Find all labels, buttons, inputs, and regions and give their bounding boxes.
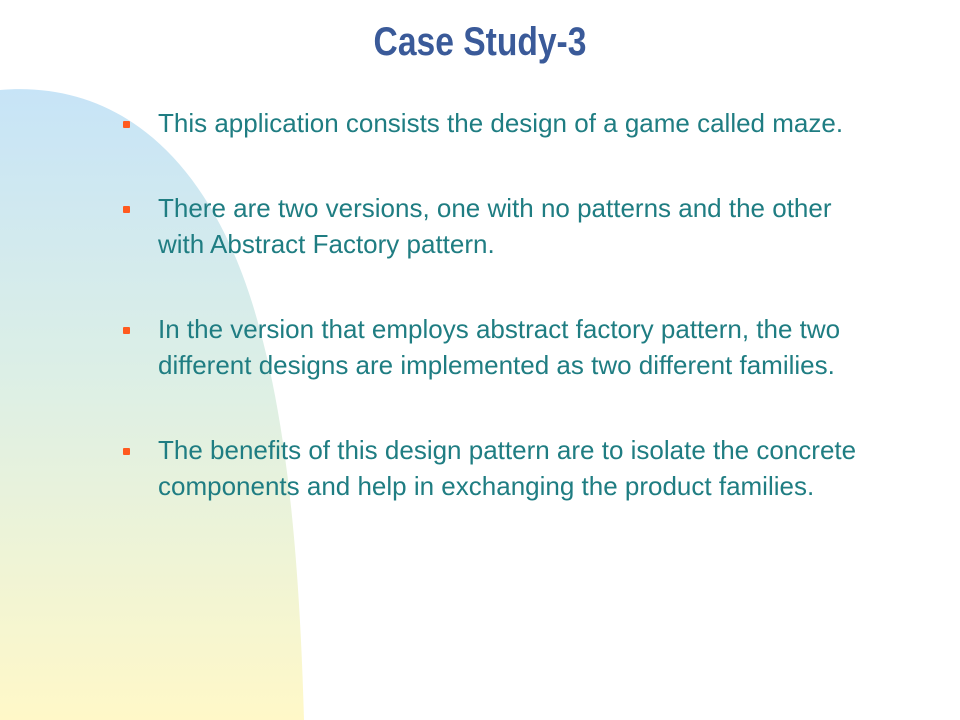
bullet-list (123, 105, 883, 504)
bullet-item (123, 311, 883, 383)
square-bullet-icon (123, 206, 130, 213)
bullet-text: This application consists the design of a game called maze. (158, 108, 844, 138)
bullet-text: There are two versions, one with no patterns and the other with Abstract Factory pattern. (158, 193, 832, 259)
slide-title: Case Study-3 (373, 20, 587, 64)
bullet-text: In the version that employs abstract factory pattern, the two different designs are implemented as two different families. (158, 314, 841, 380)
square-bullet-icon (123, 448, 130, 455)
bullet-item (123, 432, 883, 504)
square-bullet-icon (123, 327, 130, 334)
bullet-item (123, 190, 883, 262)
bullet-item (123, 105, 883, 141)
bullet-text: The benefits of this design pattern are to isolate the concrete components and help in exchanging the product families. (158, 435, 857, 501)
square-bullet-icon (123, 121, 130, 128)
